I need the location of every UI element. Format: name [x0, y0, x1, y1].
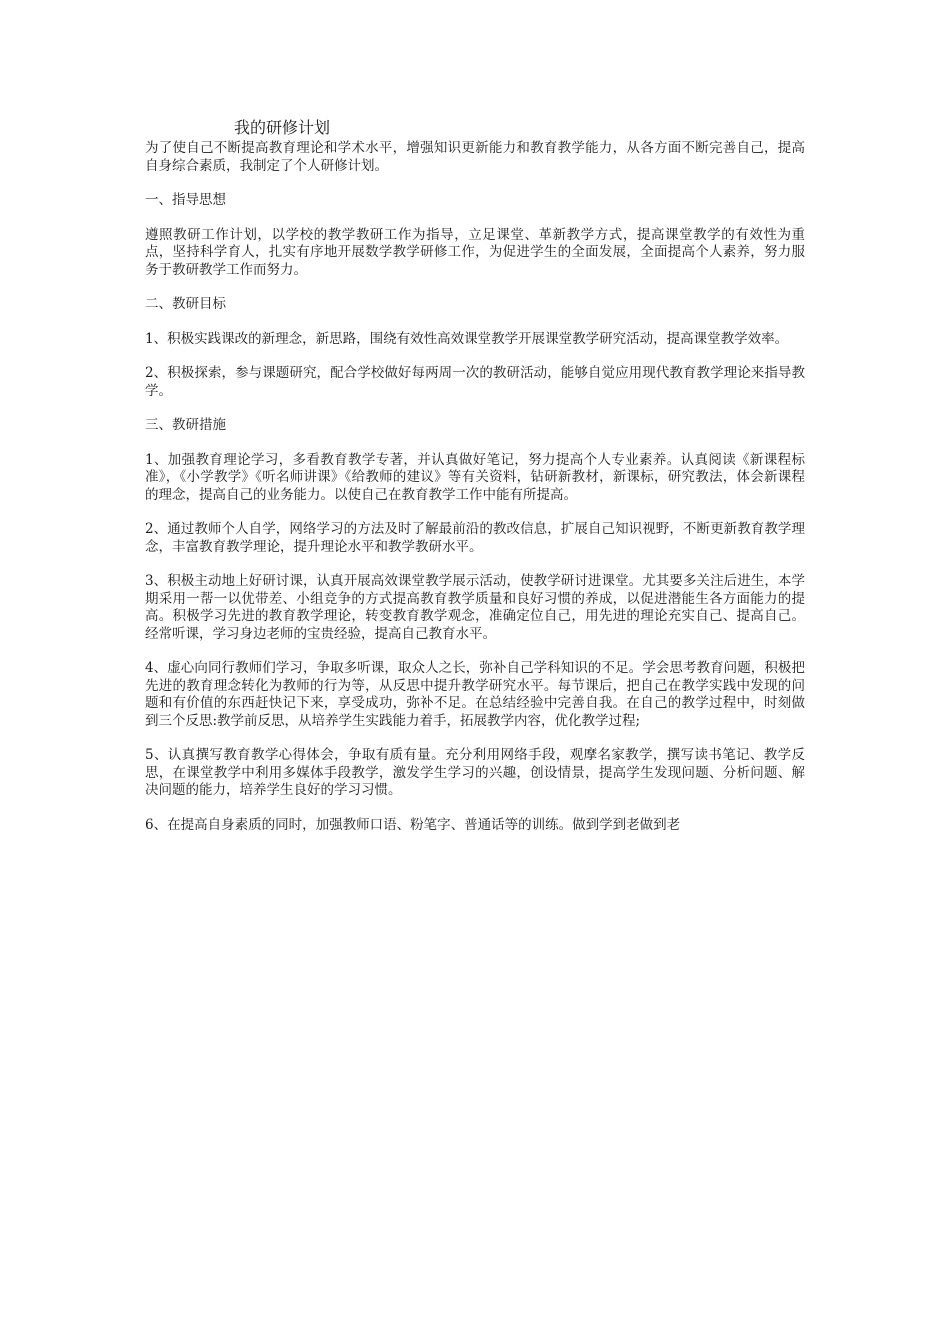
- research-goal-item-1: 1、积极实践课改的新理念，新思路，围绕有效性高效课堂教学开展课堂教学研究活动，提高课堂教学效率。: [145, 330, 789, 347]
- research-measure-item-4: 4、虚心向同行教师们学习，争取多听课，取众人之长，弥补自己学科知识的不足。学会思考教育问题，积极把先进的教育理念转化为教师的行为等，从反思中提升教学研究水平。每节课后，把自己在教学实践中发现的问题和有价值的东西赶快记下来，享受成功，弥补不足。在总结经验中完善自我。在自己的教学过程中，时刻做到三个反思:教学前反思，从培养学生实践能力着手，拓展教学内容，优化教学过程;: [145, 660, 805, 729]
- research-measure-item-3: 3、积极主动地上好研讨课，认真开展高效课堂教学展示活动，使教学研讨进课堂。尤其要多关注后进生，本学期采用一帮一以优带差、小组竞争的方式提高教育教学质量和良好习惯的养成，以促进潜能生各方面能力的提高。积极学习先进的教育教学理论，转变教育教学观念，准确定位自己，用先进的理论充实自己、提高自己。经常听课，学习身边老师的宝贵经验，提高自己教育水平。: [145, 573, 805, 642]
- document-title: 我的研修计划: [234, 118, 331, 137]
- section-heading-research-measures: 三、教研措施: [145, 417, 226, 433]
- intro-paragraph: 为了使自己不断提高教育理论和学术水平，增强知识更新能力和教育教学能力，从各方面不断完善自己，提高自身综合素质，我制定了个人研修计划。: [145, 140, 805, 174]
- research-measure-item-6: 6、在提高自身素质的同时，加强教师口语、粉笔字、普通话等的训练。做到学到老做到老: [145, 816, 681, 833]
- research-measure-item-5: 5、认真撰写教育教学心得体会，争取有质有量。充分利用网络手段，观摩名家教学，撰写读书笔记、教学反思，在课堂教学中利用多媒体手段教学，激发学生学习的兴趣，创设情景，提高学生发现问题、分析问题、解决问题的能力，培养学生良好的学习习惯。: [145, 747, 805, 798]
- research-measure-item-2: 2、通过教师个人自学，网络学习的方法及时了解最前沿的教改信息，扩展自己知识视野，不断更新教育教学理念，丰富教育教学理论，提升理论水平和教学教研水平。: [145, 521, 805, 555]
- section-heading-research-goals: 二、教研目标: [145, 296, 226, 312]
- section-heading-guiding-thought: 一、指导思想: [145, 192, 226, 208]
- research-goal-item-2: 2、积极探索，参与课题研究，配合学校做好每两周一次的教研活动，能够自觉应用现代教育教学理论来指导教学。: [145, 365, 805, 399]
- research-measure-item-1: 1、加强教育理论学习，多看教育教学专著，并认真做好笔记，努力提高个人专业素养。认真阅读《新课程标准》，《小学教学》《听名师讲课》《给教师的建议》等有关资料，钻研新教材，新课标，研究教法，体会新课程的理念，提高自己的业务能力。以使自己在教育教学工作中能有所提高。: [145, 451, 805, 503]
- document-page: [145, 118, 805, 851]
- guiding-thought-paragraph: 遵照教研工作计划，以学校的教学教研工作为指导，立足课堂、革新教学方式，提高课堂教学的有效性为重点，坚持科学育人，扎实有序地开展数学教学研修工作，为促进学生的全面发展，全面提高个人素养，努力服务于教研教学工作而努力。: [145, 226, 805, 278]
